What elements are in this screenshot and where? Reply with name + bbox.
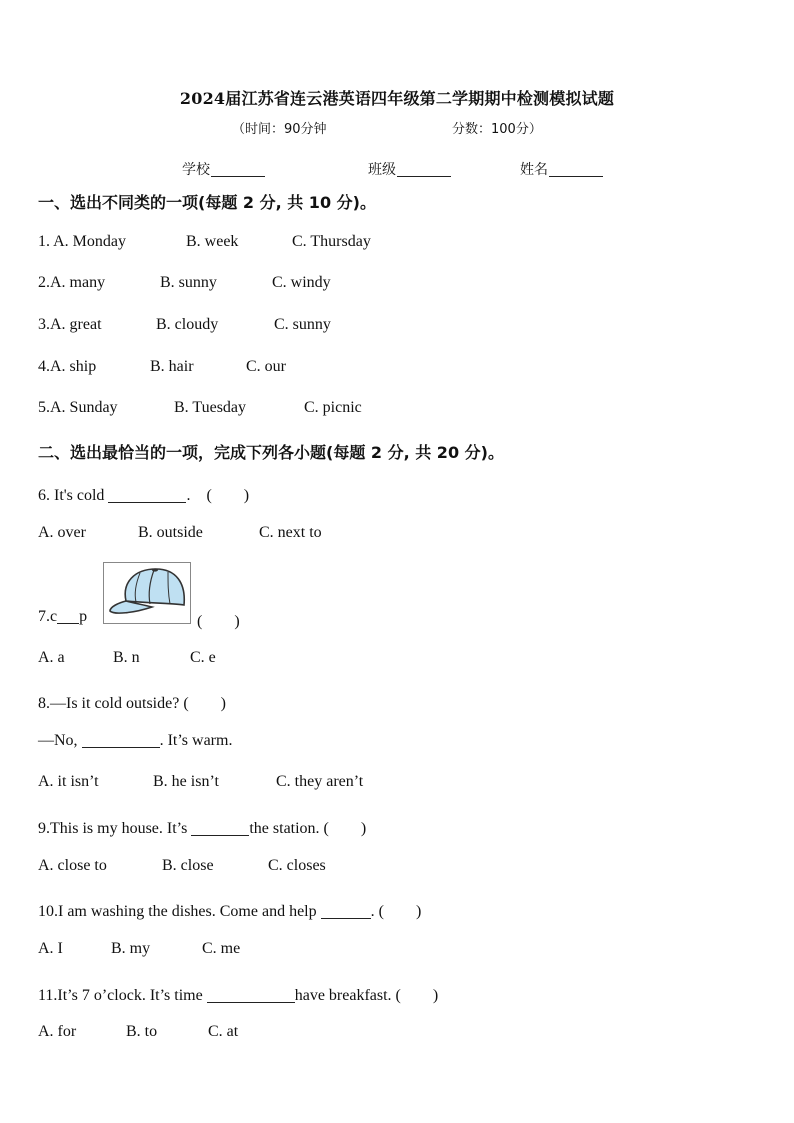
question-text: p bbox=[79, 608, 88, 625]
answer-blank[interactable] bbox=[57, 608, 79, 624]
question-row bbox=[0, 358, 794, 380]
school-field[interactable] bbox=[182, 159, 265, 179]
answer-blank[interactable] bbox=[108, 487, 186, 503]
options-row bbox=[0, 649, 794, 671]
question-text: . bbox=[186, 487, 191, 504]
option-c[interactable]: C. e bbox=[190, 649, 216, 666]
options-row bbox=[0, 1023, 794, 1045]
answer-blank[interactable] bbox=[191, 820, 249, 836]
option-c[interactable]: C. at bbox=[208, 1023, 239, 1040]
option-a[interactable]: A. it isn’t bbox=[38, 773, 99, 790]
option-c[interactable]: C. windy bbox=[272, 274, 331, 291]
option-a[interactable]: 4.A. ship bbox=[38, 358, 97, 375]
question-9-stem bbox=[38, 815, 366, 838]
option-a[interactable]: 5.A. Sunday bbox=[38, 399, 118, 416]
answer-blank[interactable] bbox=[207, 987, 295, 1003]
answer-blank[interactable] bbox=[321, 903, 371, 919]
question-text: . It’s warm. bbox=[159, 732, 233, 749]
name-label: 姓名 bbox=[520, 162, 548, 178]
option-a[interactable]: A. over bbox=[38, 524, 86, 541]
school-blank[interactable] bbox=[211, 162, 265, 177]
option-b[interactable]: B. he isn’t bbox=[153, 773, 219, 790]
option-a[interactable]: 1. A. Monday bbox=[38, 233, 126, 250]
question-8-stem: 8.—Is it cold outside? ( ) bbox=[38, 695, 226, 712]
page-title: 2024届江苏省连云港英语四年级第二学期期中检测模拟试题 bbox=[179, 89, 615, 108]
question-text: 7.c bbox=[38, 608, 58, 625]
option-c[interactable]: C. they aren’t bbox=[276, 773, 364, 790]
school-label: 学校 bbox=[182, 162, 210, 178]
question-11-stem bbox=[38, 982, 438, 1005]
baseball-cap-icon bbox=[103, 562, 191, 624]
option-b[interactable]: B. my bbox=[111, 940, 151, 957]
option-b[interactable]: B. cloudy bbox=[156, 316, 219, 333]
question-text: . ( ) bbox=[370, 903, 422, 920]
question-7-stem bbox=[38, 608, 87, 626]
question-text: 10.I am washing the dishes. Come and help bbox=[38, 903, 321, 920]
option-c[interactable]: C. Thursday bbox=[292, 233, 371, 250]
option-a[interactable]: 2.A. many bbox=[38, 274, 106, 291]
name-field[interactable] bbox=[520, 159, 603, 179]
section-1-heading: 一、选出不同类的一项(每题 2 分, 共 10 分)。 bbox=[38, 193, 376, 212]
name-blank[interactable] bbox=[549, 162, 603, 177]
option-b[interactable]: B. Tuesday bbox=[174, 399, 247, 416]
question-text: 9.This is my house. It’s bbox=[38, 820, 192, 837]
class-blank[interactable] bbox=[397, 162, 451, 177]
question-6-stem bbox=[38, 482, 249, 505]
options-row bbox=[0, 857, 794, 879]
option-a[interactable]: A. for bbox=[38, 1023, 77, 1040]
option-c[interactable]: C. our bbox=[246, 358, 286, 375]
option-b[interactable]: B. hair bbox=[150, 358, 194, 375]
option-c[interactable]: C. next to bbox=[259, 524, 322, 541]
option-b[interactable]: B. to bbox=[126, 1023, 158, 1040]
option-c[interactable]: C. picnic bbox=[304, 399, 362, 416]
option-b[interactable]: B. sunny bbox=[160, 274, 217, 291]
question-text: the station. ( ) bbox=[249, 820, 367, 837]
options-row bbox=[0, 940, 794, 962]
option-b[interactable]: B. week bbox=[186, 233, 239, 250]
options-row bbox=[0, 524, 794, 546]
exam-meta bbox=[232, 118, 572, 137]
question-text: —No, bbox=[38, 732, 82, 749]
option-b[interactable]: B. n bbox=[113, 649, 140, 666]
question-row bbox=[0, 274, 794, 296]
question-text: have breakfast. ( ) bbox=[294, 987, 439, 1004]
class-label: 班级 bbox=[368, 162, 396, 178]
question-row bbox=[0, 316, 794, 338]
options-row bbox=[0, 773, 794, 795]
answer-paren[interactable]: ( ) bbox=[197, 613, 240, 630]
question-row bbox=[0, 233, 794, 255]
option-b[interactable]: B. outside bbox=[138, 524, 203, 541]
exam-time: （时间：90分钟 bbox=[232, 122, 327, 137]
question-text: 6. It's cold bbox=[38, 487, 109, 504]
cap-illustration bbox=[104, 563, 190, 623]
answer-blank[interactable] bbox=[82, 732, 160, 748]
option-a[interactable]: A. a bbox=[38, 649, 65, 666]
class-field[interactable] bbox=[368, 159, 451, 179]
option-a[interactable]: A. close to bbox=[38, 857, 107, 874]
option-c[interactable]: C. sunny bbox=[274, 316, 331, 333]
section-2-heading: 二、选出最恰当的一项，完成下列各小题(每题 2 分, 共 20 分)。 bbox=[38, 443, 504, 462]
question-text: 11.It’s 7 o’clock. It’s time bbox=[38, 987, 207, 1004]
option-b[interactable]: B. close bbox=[162, 857, 214, 874]
question-10-stem bbox=[38, 898, 421, 921]
option-a[interactable]: 3.A. great bbox=[38, 316, 102, 333]
question-8-reply bbox=[38, 732, 232, 750]
option-c[interactable]: C. closes bbox=[268, 857, 326, 874]
option-a[interactable]: A. I bbox=[38, 940, 63, 957]
option-c[interactable]: C. me bbox=[202, 940, 241, 957]
question-row bbox=[0, 399, 794, 421]
answer-paren[interactable]: ( ) bbox=[206, 487, 250, 504]
exam-score: 分数：100分） bbox=[452, 122, 542, 137]
